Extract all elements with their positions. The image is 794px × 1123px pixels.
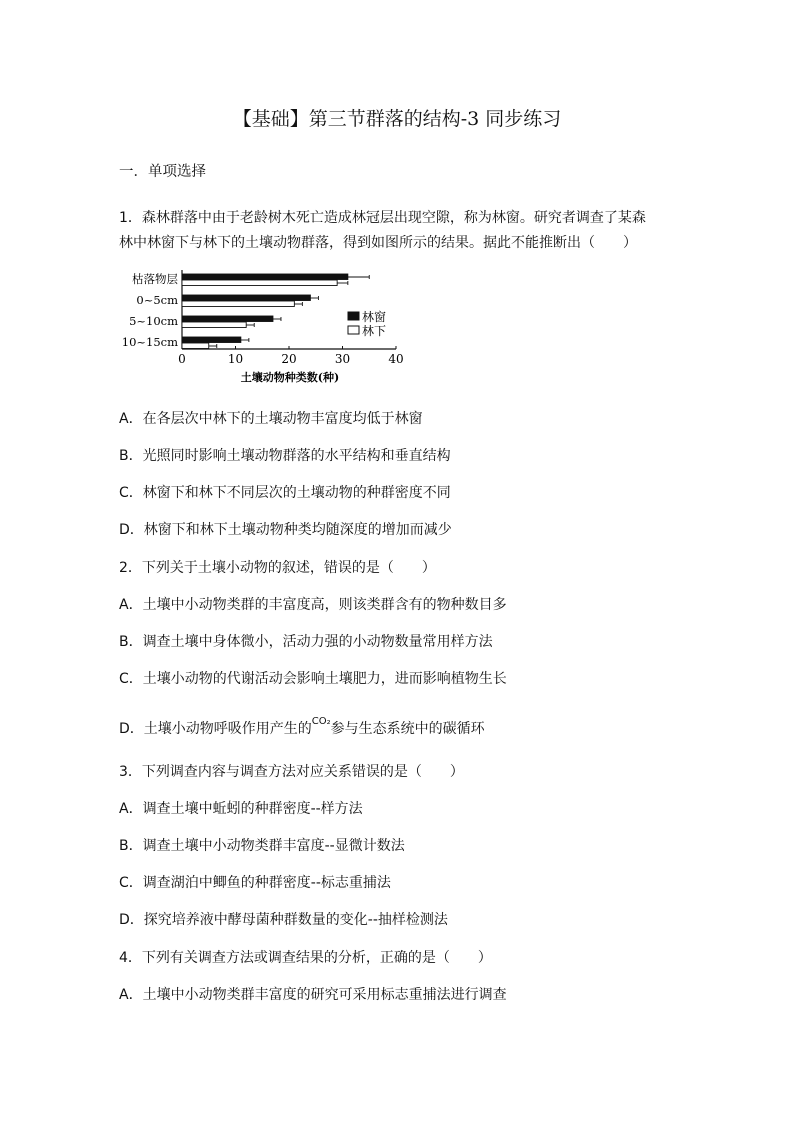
category-label: 5~10cm [129, 314, 178, 328]
q2-option-d-suffix: 参与生态系统中的碳循环 [330, 721, 485, 737]
legend-swatch-林窗 [348, 312, 359, 320]
bar-林下 [182, 280, 337, 286]
q2-stem: 2．下列关于土壤小动物的叙述，错误的是（ ） [119, 560, 436, 576]
legend-swatch-林下 [348, 326, 359, 334]
q1-option-a: A．在各层次中林下的土壤动物丰富度均低于林窗 [119, 411, 423, 427]
legend-label: 林下 [362, 324, 387, 338]
category-label: 枯落物层 [132, 272, 178, 286]
x-tick-label: 0 [178, 352, 186, 366]
soil-animal-bar-chart [118, 266, 418, 391]
x-tick-label: 40 [388, 352, 404, 366]
q2-option-b: B．调查土壤中身体微小，活动力强的小动物数量常用样方法 [119, 634, 493, 650]
x-axis-label: 土壤动物种类数(种) [240, 371, 340, 384]
bar-林下 [182, 322, 246, 328]
q1-option-c: C．林窗下和林下不同层次的土壤动物的种群密度不同 [119, 485, 451, 501]
q3-option-d: D．探究培养液中酵母菌种群数量的变化--抽样检测法 [119, 912, 448, 928]
q3-option-b: B．调查土壤中小动物类群丰富度--显微计数法 [119, 838, 405, 854]
bar-林窗 [182, 274, 348, 280]
q2-option-d [119, 718, 485, 738]
q2-option-c: C．土壤小动物的代谢活动会影响土壤肥力，进而影响植物生长 [119, 671, 507, 687]
category-label: 10~15cm [121, 335, 178, 349]
bar-林下 [182, 301, 294, 307]
section-heading: 一．单项选择 [119, 164, 206, 180]
q2-option-a: A．土壤中小动物类群的丰富度高，则该类群含有的物种数目多 [119, 597, 507, 613]
x-tick-label: 30 [334, 352, 351, 366]
bar-林下 [182, 343, 209, 349]
q3-stem: 3．下列调查内容与调查方法对应关系错误的是（ ） [119, 764, 464, 780]
q2-option-d-prefix: D．土壤小动物呼吸作用产生的 [119, 721, 312, 737]
q3-option-c: C．调查湖泊中鲫鱼的种群密度--标志重捕法 [119, 875, 391, 891]
page-title: 【基础】第三节群落的结构-3 同步练习 [232, 108, 562, 130]
q4-option-a: A．土壤中小动物类群丰富度的研究可采用标志重捕法进行调查 [119, 987, 507, 1003]
q1-option-d: D．林窗下和林下土壤动物种类均随深度的增加而减少 [119, 522, 452, 538]
category-label: 0~5cm [136, 293, 178, 307]
bar-林窗 [182, 295, 310, 301]
x-tick-label: 20 [281, 352, 297, 366]
q3-option-a: A．调查土壤中蚯蚓的种群密度--样方法 [119, 801, 363, 817]
q1-stem-line2: 林中林窗下与林下的土壤动物群落，得到如图所示的结果。据此不能推断出（ ） [119, 235, 637, 251]
legend-label: 林窗 [362, 310, 387, 324]
co2-formula: CO₂ [311, 716, 331, 727]
x-tick-label: 10 [227, 352, 244, 366]
bar-林窗 [182, 337, 241, 343]
q4-stem: 4．下列有关调查方法或调查结果的分析，正确的是（ ） [119, 950, 492, 966]
q1-option-b: B．光照同时影响土壤动物群落的水平结构和垂直结构 [119, 448, 451, 464]
q1-stem-line1: 1．森林群落中由于老龄树木死亡造成林冠层出现空隙，称为林窗。研究者调查了某森 [119, 210, 646, 226]
bar-林窗 [182, 316, 273, 322]
